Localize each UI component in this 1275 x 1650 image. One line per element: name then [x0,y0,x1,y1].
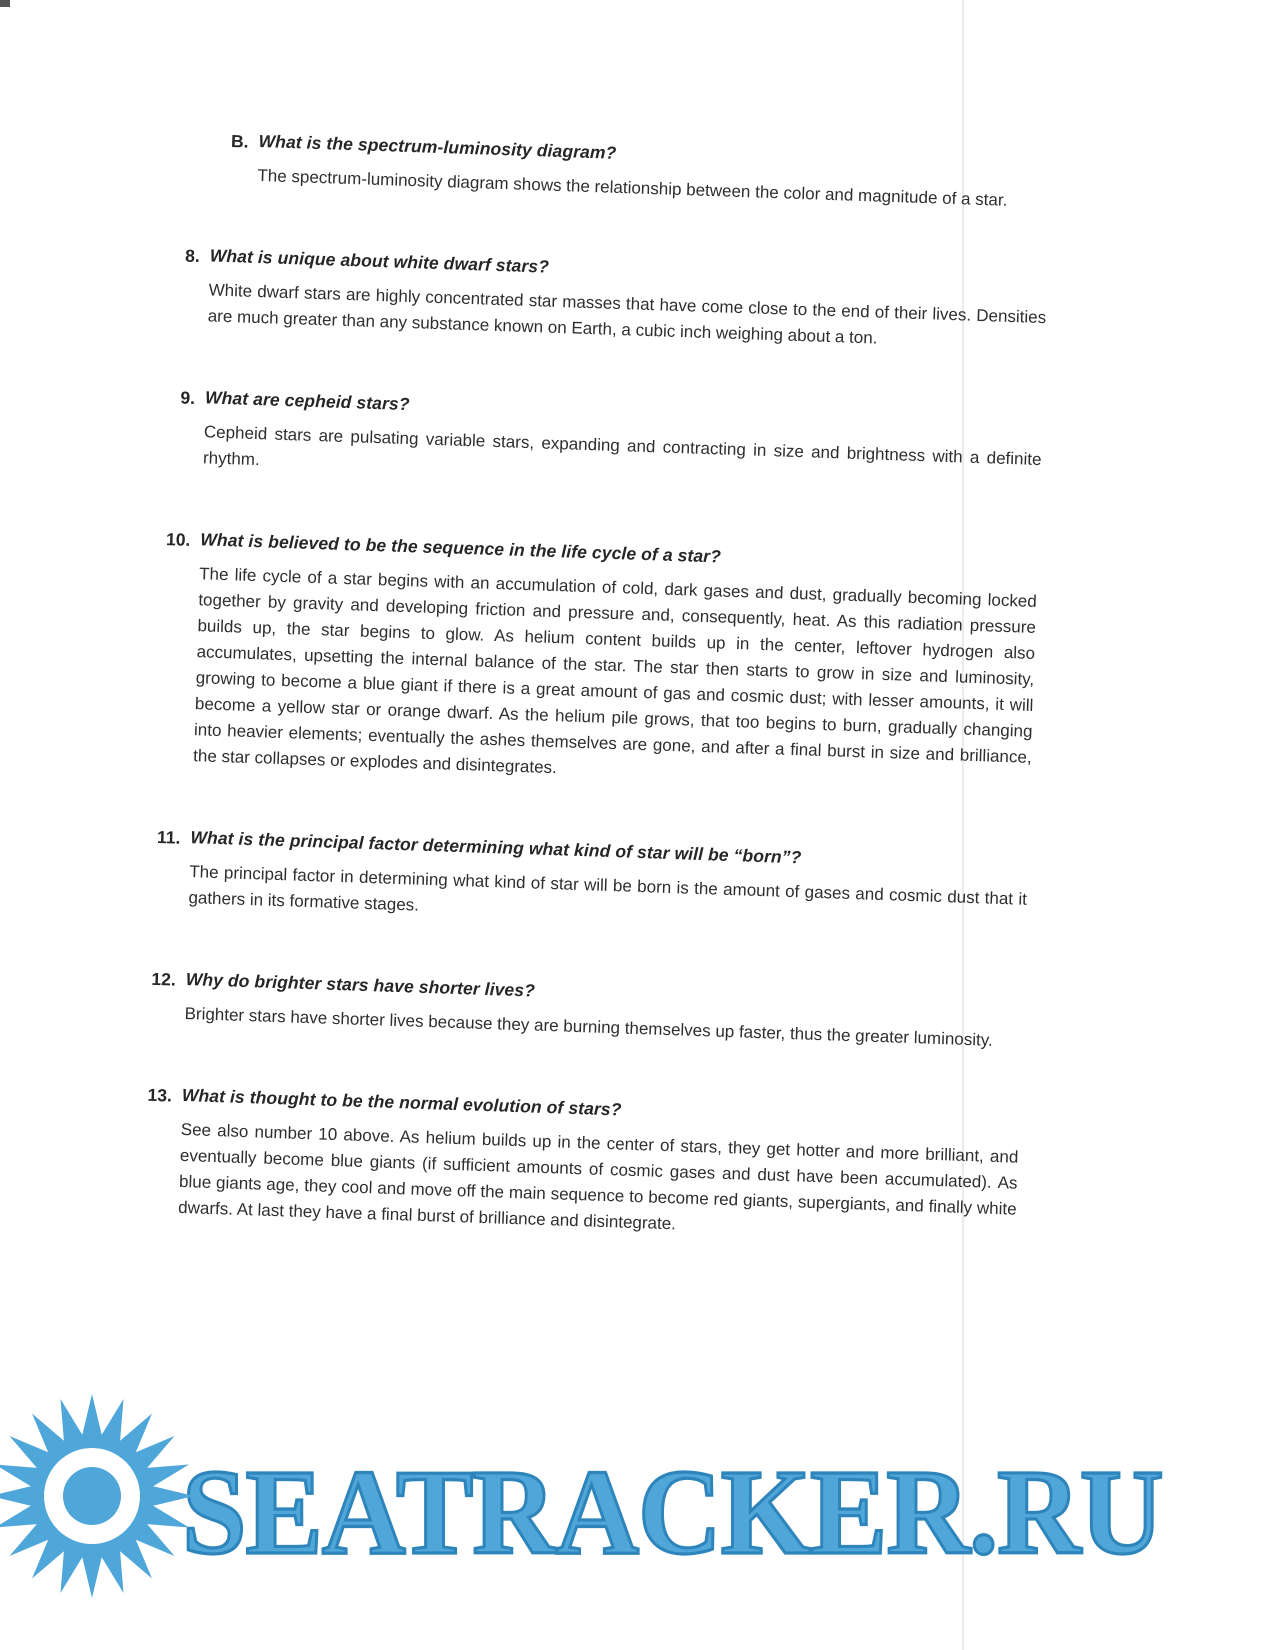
watermark-text: SEATRACKER.RU [182,1445,1163,1581]
question-text: What is thought to be the normal evolution of stars? [181,1084,622,1120]
answer-text: Cepheid stars are pulsating variable stars, expanding and contracting in size and brightness with a definite rhythm. [202,422,1042,470]
qa-item [144,826,1028,939]
answer-text: The principal factor in determining what kind of star will be born is the amount of gases and cosmic dust that it gathers in its formative stages. [188,862,1028,915]
question-text: What are cepheid stars? [204,387,410,415]
qa-item [140,968,1023,1055]
scan-artifact-speck [0,0,10,7]
answer-text: The life cycle of a star begins with an accumulation of cold, dark gases and dust, gradually becoming locked together by gravity and developing friction and pressure and, consequently, heat. As this radiation pressure builds up, the star begins to glow. As helium content builds up in the center, leftover hydrogen also accumulates, upsetting the internal balance of the star. The star then starts to grow in size and luminosity, growing to become a blue giant if there is a great amount of gas and cosmic dust; with lesser amounts, it will become a yellow star or orange dwarf. As the helium pile grows, that too begins to burn, gradually changing into heavier elements; eventually the ashes themselves are gone, and after a final burst in size and brilliance, the star collapses or explodes and disintegrates. [192,564,1038,778]
question-text: What is unique about white dwarf stars? [209,245,550,277]
qa-item [149,528,1038,797]
sunburst-icon [0,1390,198,1602]
question-text: What is the spectrum-luminosity diagram? [258,130,617,163]
qa-item [159,386,1043,499]
question-number: 12. [151,968,177,990]
question-number: B. [230,131,249,152]
answer-text: Brighter stars have shorter lives because they are burning themselves up faster, thus the greater luminosity. [184,1003,994,1050]
question-text: What is believed to be the sequence in the life cycle of a star? [200,529,722,567]
question-number: 8. [184,245,201,267]
sunburst-core [63,1467,121,1525]
question-number: 10. [165,529,191,550]
question-number: 11. [156,826,181,848]
answer-text: See also number 10 above. As helium builds up in the center of stars, they get hotter and more brilliant, and eventually become blue giants (if sufficient amounts of cosmic gases and dust have been accumulated). As blue giants age, they cool and move off the main sequence to become red giants, supergiants, and finally white dwarfs. At last they have a final burst of brilliance and disintegrate. [177,1119,1019,1234]
question-text: Why do brighter stars have shorter lives? [185,968,536,1001]
question-number: 9. [180,387,196,408]
qa-item [134,1083,1020,1248]
answer-text: White dwarf stars are highly concentrated star masses that have come close to the end of their lives. Densities are much greater than any substance known on Earth, a cubic inch weighing about a ton. [207,280,1047,348]
qa-item [163,244,1047,357]
question-number: 13. [147,1084,173,1106]
document-page [132,128,1052,1307]
qa-item [213,129,1051,215]
answer-text: The spectrum-luminosity diagram shows the relationship between the color and magnitude of a star. [257,165,1008,210]
question-text: What is the principal factor determining what kind of star will be “born”? [190,827,802,868]
